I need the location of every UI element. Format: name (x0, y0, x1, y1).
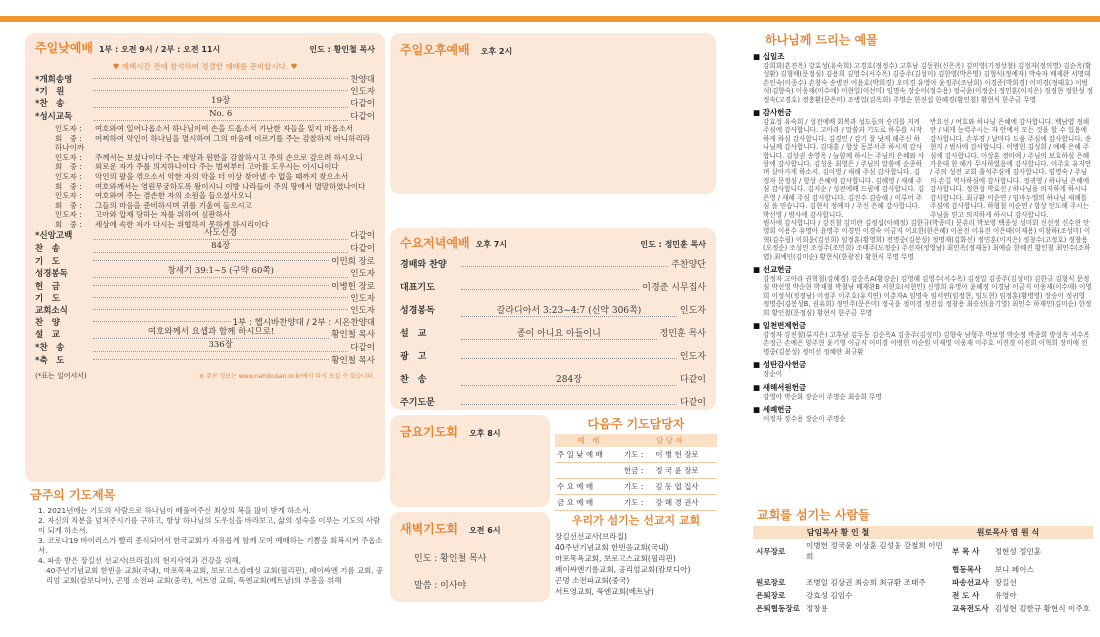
order-leader: 인도자 (350, 293, 375, 304)
next-week-row (555, 463, 717, 479)
order-leader: 이병헌 장로 (331, 281, 375, 292)
order-label: 찬 송 (35, 243, 60, 254)
order-content (93, 297, 348, 298)
prayer-item: 3. 코로나19 바이러스가 빨리 종식되어서 한국교회가 자유롭게 함께 모여 예배하는 기쁨을 회복시켜 주옵소서. (38, 536, 383, 555)
friday-card (390, 415, 550, 507)
reading-text: 여호와께서는 영원무궁하도록 왕이시니 이방 나라들이 주의 땅에서 멸망하였나이다 (95, 181, 366, 191)
dawn-word: 말씀 : 이사야 (414, 581, 467, 591)
order-label: 광 고 (400, 352, 427, 362)
staff-row (753, 539, 1093, 563)
order-leader: 다같이 (350, 342, 375, 353)
mission-church: 40주년기념교회 한빈음교회(국내) (555, 543, 669, 552)
reading-text: 주께서는 보셨나이다 주는 재앙과 원한을 감찰하시고 주의 손으로 갚으려 하시오니 (95, 152, 363, 162)
order-leader: 인도자 (350, 268, 375, 279)
sunday-service-card (25, 33, 385, 482)
prayer-item: 4. 파송 받은 장길선 선교사(브라질)의 현지사역과 건강을 위해, (38, 556, 241, 565)
reading-text: 고아와 압제 당하는 자를 위하여 심판하사 (95, 210, 231, 220)
order-leader: 주찬양단 (671, 260, 706, 270)
staff-row (753, 576, 1093, 589)
sunday-notice: ♥ 예배시간 전에 참석하여 정결한 예배를 준비합시다. ♥ (112, 62, 298, 71)
emeritus-pastor: 원로목사 염 원 식 (976, 528, 1040, 537)
afternoon-card (390, 33, 716, 194)
prayer-topics-title: 금주의 기도제목 (30, 488, 116, 502)
mission-offering-label: ■ 선교헌금 (753, 264, 792, 274)
order-item (400, 372, 706, 395)
missions-list (555, 531, 717, 597)
mission-church: 서트영교회, 푹엔교회(베트남) (555, 587, 654, 596)
reading-line (35, 153, 375, 163)
staff-role: 시무장로 (756, 546, 786, 556)
reading-speaker: 회 중 : (55, 219, 82, 229)
reading-line (35, 124, 375, 134)
order-label: 기 도 (35, 293, 60, 304)
order-item (35, 339, 375, 355)
missions-title: 우리가 섬기는 선교지 교회 (571, 514, 701, 527)
reading-line (35, 172, 375, 182)
staff-names-2: 장길선 (994, 578, 1017, 587)
order-leader: 다같이 (350, 99, 375, 109)
service-name: 수 요 예 배 (557, 482, 594, 491)
staff-role: 은퇴협동장로 (756, 604, 801, 613)
order-leader: 다같이 (350, 112, 375, 122)
order-label: *기 원 (35, 87, 65, 97)
reading-speaker: 회 중 : (55, 162, 82, 172)
order-label: 설 교 (35, 329, 60, 340)
reading-speaker: 인도자 : (55, 124, 82, 133)
reading-line (35, 134, 375, 153)
staff-names: 강효성 김임수 (806, 591, 853, 600)
next-week-row (555, 495, 717, 511)
reading-text: 세상에 속한 자가 다시는 위협하지 못하게 하시리이다 (95, 219, 269, 229)
reading-speaker: 인도자 : (55, 191, 82, 201)
sunday-service-leader: 인도 : 황인철 목사 (309, 45, 375, 54)
prayer-item: 2. 자신의 직분을 넘쳐주시기를 구하고, 항상 하나님의 도우심을 바라보고, 삶의 성숙을 이루는 기도의 사람이 되게 하소서. (38, 516, 381, 535)
order-item (400, 303, 706, 326)
order-leader: 찬양대 (350, 75, 375, 85)
reading-speaker: 회 중 : (55, 200, 82, 210)
duty-role: 기도 : (623, 450, 644, 459)
building-offering-label: ■ 성탄감사헌금 (753, 360, 807, 370)
duty-role: 기도 : (623, 482, 644, 491)
order-content (93, 321, 231, 322)
staff-role-2: 전 도 사 (952, 591, 980, 600)
order-label: *찬 송 (35, 342, 65, 353)
order-leader: 이경준 시무집사 (642, 283, 706, 293)
next-week-row (555, 479, 717, 495)
order-leader: 황인철 목사 (331, 329, 375, 340)
staff-names-2: 김성현 김한규 황현식 이주호 (994, 604, 1090, 613)
order-label: 헌 금 (35, 281, 60, 292)
order-leader: 다같이 (679, 398, 706, 408)
order-content: 갈라디아서 3:23~4:7 (신약 306쪽) (461, 303, 677, 317)
next-week-table (555, 434, 717, 511)
reading-line (35, 191, 375, 201)
service-name: 금 요 예 배 (557, 498, 594, 507)
reading-speaker: 인도자 : (55, 210, 82, 220)
staff-names: 조병일 김상권 최승희 최규환 조태주 (806, 578, 926, 587)
duty-role: 기도 : (623, 498, 644, 507)
order-label: *성시교독 (35, 112, 73, 122)
staff-title: 교회를 섬기는 사람들 (757, 508, 870, 522)
wednesday-order-list (400, 257, 706, 418)
order-content (93, 90, 348, 91)
order-label: 교회소식 (35, 305, 68, 316)
staff-role-2: 협동목사 (952, 565, 982, 574)
afternoon-time: 오후 2시 (480, 47, 513, 56)
reading-text: 그들의 마음을 준비하시며 귀를 기울여 들으시고 (95, 200, 252, 210)
order-content (93, 78, 348, 79)
order-label: 찬 양 (35, 317, 60, 328)
relief-offering-list: 강정자 강진철(류지은) 고후남 김두동 김순옥A 김종주(김성미) 김향숙 남형주 박보영 박순정 박종회 방성옥 서수옥 손정근 손예은 양주현 윤기영 이금지 이미경 이병헌 이순원 이재영 이웅재 이주호 이진경 이진희 이혁희 장미애 전명중(김봉성) 정미선 정혜란 최규환 (763, 330, 1090, 356)
duty-person: 정 국 윤 장로 (655, 466, 699, 475)
staff-role: 원로장로 (756, 578, 786, 587)
order-label: *개회송영 (35, 75, 73, 85)
offerings-section (753, 31, 1093, 503)
order-label: 대표기도 (400, 283, 435, 293)
thanks-right: 반요선 / 여호와 하나님 은혜에 감사합니다. 백남엽 정해란 / 내게 능력주시는 자 안에서 모든 것을 할 수 있음에 감사합니다. 손부경 / 날마다 도움 주심에 감사합니다. 송현지 / 범사에 감사합니다. 이병헌 김성희 / 예배 은혜 주심에 감사합니다. 이상훈 정미애 / 주님의 보호하심 은혜 가운데 한 해가 무사하였음에 감사합니다. 이주호 유지연 / 주의 성전 교회 출석주심에 감사합니다. 임명숙 / 주님의 손길 역사하심에 감사합니다. 정귀영 / 하나님 은혜에 감사합니다. 정현성 박효선 / 하나님을 의지하게 하시니 감사합니다. 최규환 이순연 / 임마누엘의 하나님 새해를 주심에 감사합니다. 하형철 이순연 / 항상 인도해 주시는 주님을 믿고 의지하게 하시니 감사합니다. (930, 118, 1092, 219)
dawn-card (390, 512, 550, 602)
order-item (35, 305, 375, 317)
offerings-title: 하나님께 드리는 예물 (765, 33, 878, 47)
staff-names (803, 563, 949, 576)
order-item (35, 355, 375, 367)
senior-pastor: 담임목사 황 인 철 (806, 528, 870, 537)
order-content (93, 285, 329, 286)
mission-church: 곤명 소전파교회(중국) (555, 576, 630, 585)
order-content: 창세기 39:1~5 (구약 60쪽) (93, 265, 348, 278)
order-label: 설 교 (400, 329, 427, 339)
prayer-item: 1. 2021년에는 기도의 사람으로 하나님이 베풀어주신 최상의 복을 많이 받게 하소서. (38, 506, 312, 515)
col-person: 담 당 자 (656, 436, 683, 445)
mission-church: 장길선선교사(브라질) (555, 532, 627, 541)
order-leader: 황인철 목사 (331, 355, 375, 366)
thanks-label: ■ 감사헌금 (753, 108, 792, 118)
friday-title: 금요기도회 (400, 425, 458, 439)
top-accent-bar (0, 0, 1100, 22)
staff-role-2: 부 목 사 (952, 546, 980, 556)
prayer-topics-list (30, 506, 385, 586)
thanks-left: 강효성 유숙희 / 성전에배 회복과 성도들의 승리를 지켜주심에 감사합니다. 고아라 / 말씀과 기도로 하루를 시작하게 하심 감사합니다. 김경민 / 감기 잘 낫게 해주신 하나님께 감사합니다. 김대흥 / 항상 동분서주 하시게 감사합니다. 김상권 송영옥 / 늘함께 하시는 주님의 은혜와 사랑에 감사합니다. 김성웅 최영은 / 주님의 말씀에 순종하며 살아가게 하소서. 김이영 / 새해 주심 감사합니다. 김정자 문정심 / 항상 은혜에 감사합니다. 김혜영 / 새해 주심 감사합니다. 김지순 / 성전에배 드림에 감사합니다. 김은영 / 새해 주심 감사합니다. 김진수 김승혜 / 이루어 주심 을 믿습니다. 김현식 정예자 / 주신 은혜 감사합니다. 박선영 / 범사에 감사합니다. (763, 118, 925, 219)
staff-names-2: 유영아 (994, 591, 1017, 600)
reading-text: 여호와여 일어나옵소서 하나님이여 손을 드옵소서 가난한 자들을 잊지 마옵소서 (95, 124, 354, 133)
reading-line (35, 210, 375, 220)
web-note: ※ 주보 정보는 www.nambusan.or.kr에서 다시 보실 수 있습니다. (199, 372, 375, 380)
order-label: *찬 송 (35, 99, 65, 109)
reading-text: 악인의 팔을 꺾으소서 악한 자의 악을 더 이상 찾아낼 수 없을 때까지 찾으소서 (95, 171, 349, 181)
order-content: No. 6 (93, 108, 348, 121)
staff-row (753, 589, 1093, 602)
order-leader: 다같이 (350, 243, 375, 254)
col-service: 예 배 (577, 436, 600, 445)
order-leader: 인도자 (350, 87, 375, 97)
order-content: 284장 (461, 372, 677, 386)
order-label: 경배와 찬양 (400, 260, 447, 270)
service-name (555, 463, 622, 479)
order-label: 성경봉독 (400, 306, 435, 316)
next-week-row (555, 447, 717, 463)
order-item (35, 74, 375, 86)
staff-names: 이병헌 정국윤 이상훈 김성웅 강철희 이민희 (806, 541, 943, 561)
duty-person: 김 동 엽 집사 (655, 482, 699, 491)
order-content (93, 309, 348, 310)
order-item (400, 326, 706, 349)
order-label: 기 도 (35, 256, 60, 267)
dawn-time: 오전 6시 (469, 526, 501, 535)
staff-row (753, 602, 1093, 615)
order-label: 성경봉독 (35, 268, 68, 279)
staff-names-2: 보니 페이스 (994, 565, 1034, 574)
order-leader: 인도자 (350, 305, 375, 316)
reading-text: 여호와여 주는 겸손한 자의 소원을 들으셨사오니 (95, 191, 252, 201)
order-leader: 인도자 (679, 352, 706, 362)
order-item (35, 281, 375, 293)
reading-line (35, 201, 375, 211)
thanks-general: 범사에 감사합니다 / 강진철 김미란 김정섭(이혜정) 김한규(박종미) 문쥬리 박보영 백종성 성미회 신선정 신수현 안영희 이용수 유명아 윤명주 이경민 이경숙 이금지 이요한(한은혜) 이용진 이유진 이은태(이재용) 이창하(조성미) 이혁(김수림) 이희윤(김선희) 임정훈(황영희) 전명중(김봉성) 정명재(김화선) 정민훈(이지은) 정창수(고정호) 정창용(오정순) 조성민 조성주(조민희) 조태주(도정순) 주선자(정영남) 최민옥(정재동) 최예슬 한혜진 황인철 최민수(조하엽) 최예인(김미순) 황현식(한광진) 황현식 무명 무명 (763, 218, 1091, 261)
staff-role: 은퇴장로 (756, 591, 786, 600)
order-content: 336장 (93, 339, 348, 352)
order-leader: 다같이 (350, 230, 375, 241)
responsive-reading (35, 124, 375, 230)
order-item (35, 240, 375, 256)
reading-speaker: 회 중 : (55, 181, 82, 191)
order-content (461, 289, 639, 290)
sunday-service-title: 주일낮예배 (35, 41, 93, 55)
next-week-title: 다음주 기도담당자 (587, 417, 685, 431)
wednesday-card (390, 228, 716, 410)
duty-person: 이 병 헌 장로 (655, 450, 699, 459)
reading-line (35, 182, 375, 192)
order-content: 여호와께서 요셉과 함께 하시므로! (93, 326, 329, 339)
wednesday-title: 수요저녁예배 (400, 236, 470, 250)
order-label: *축 도 (35, 355, 65, 366)
sunday-order-list-2 (35, 227, 375, 367)
order-content: 종이 아니요 아들이니 (461, 326, 657, 340)
etc-offering-label: ■ 세례헌금 (753, 405, 792, 414)
order-leader: 다같이 (679, 375, 706, 385)
order-leader: 인도자 (679, 306, 706, 316)
sunday-order-list-1 (35, 74, 375, 124)
order-content: 84장 (93, 240, 348, 253)
friday-time: 오후 8시 (469, 429, 501, 438)
reading-text: 어찌하여 악인이 하나님을 멸시하여 그의 마음에 이르기를 주는 감찰하지 아니하리라 하나이까 (55, 133, 371, 153)
order-label: 찬 송 (400, 375, 427, 385)
order-content (461, 358, 677, 359)
order-leader: 정민훈 목사 (659, 329, 706, 339)
order-content: 19장 (93, 95, 348, 108)
staff-section (753, 506, 1093, 615)
mission-church: 페이싸엔기름교회, 공리엄교회(캄보디아) (555, 565, 691, 574)
order-content: 사도신경 (93, 227, 348, 240)
order-item (400, 349, 706, 372)
order-content (461, 404, 677, 405)
order-item (400, 280, 706, 303)
wednesday-leader: 인도 : 정민훈 목사 (640, 240, 706, 249)
staff-role (753, 563, 803, 576)
order-item (35, 265, 375, 281)
next-week-section (555, 415, 717, 511)
tithe-label: ■ 십일조 (753, 52, 785, 61)
order-content (93, 359, 329, 360)
order-label: *신앙고백 (35, 230, 73, 241)
afternoon-title: 주일오후예배 (400, 43, 470, 57)
reading-line (35, 162, 375, 172)
sunday-service-times: 1부 : 오전 9시 / 2부 : 오전 11시 (98, 45, 221, 54)
dawn-title: 새벽기도회 (400, 522, 458, 536)
staff-names: 정창용 (806, 604, 829, 613)
mission-offering-list: 강정자 고아라 권혁철(강혜경) 김순옥A(황강순) 김영혜 김영수(서수옥) 김정일 김종주(김성미) 김한규 김형식 문정심 박선영 박순현 박재철 박철남 배재완B 서현호(서현민) 신영희 유명아 윤혜정 이경남 이금지 이웅재(이수애) 이영희 이정석(정정남) 이정주 이주호(유지연) 이춘자A 임명숙 임서연(임정현, 임도현) 임정훈(황명영) 장승이 정귀영 정명중(김봉성B, 권유희) 정민주(문은미) 정국윤 정미경 정진섭 정창용 최승선(윤기영) 최민수 하재민(김미순) 한정희 황인철(문정심) 황현식 한주금 무명 (763, 274, 1092, 317)
service-name: 주 일 낮 예 배 (557, 450, 603, 459)
order-item (35, 293, 375, 305)
order-content (93, 260, 329, 261)
reading-speaker: 인도자 : (55, 171, 82, 181)
relief-offering-label: ■ 일천번제헌금 (753, 320, 807, 330)
order-leader: 1부 : 헵시바찬양대 / 2부 : 시온찬양대 (232, 317, 375, 328)
staff-row (753, 563, 1093, 576)
reading-text: 외로운 자가 주를 의지하나이다 주는 벌써부터 고아를 도우시는 이시니이다 (95, 162, 339, 172)
standing-note: (*표는 일어서서) (35, 371, 87, 380)
order-leader: 이민희 장로 (331, 256, 375, 267)
dawn-leader: 인도 : 황인철 목사 (414, 554, 487, 564)
reading-speaker: 인도자 : (55, 152, 82, 162)
etc-offering-list: 이정자 장수용 장순이 주명순 (763, 415, 846, 423)
duty-role: 헌금 : (623, 466, 644, 475)
missions-section (555, 512, 717, 597)
order-item (400, 257, 706, 280)
order-label: 주기도문 (400, 398, 435, 408)
newyear-offering-list: 강영아 박순화 장순이 주명순 최승희 무명 (763, 392, 882, 401)
order-content (461, 266, 668, 267)
duty-person: 강 혜 경 권사 (655, 498, 699, 507)
newyear-offering-label: ■ 새해서원헌금 (753, 382, 807, 392)
prayer-item: 40주년기념교회 한빈음 교회(국내), 마포목욕교회, 보로고스캄레싱 교회(필리핀), 페이싸엔 기름 교회, 공리엄 교회(캄보디아), 곤명 소전파 교회(중국), 서트영 교회, 푹엔교회(베트남)의 부흥을 위해 (46, 566, 384, 585)
staff-table (753, 539, 1093, 615)
wednesday-time: 오후 7시 (475, 240, 508, 249)
order-item (35, 111, 375, 124)
staff-role-2: 파송선교사 (952, 578, 989, 587)
prayer-topics-section (30, 486, 385, 586)
tithe-list: 강희희(흔진옥) 강효성(유숙희) 고경호(정정수) 고후남 김동원(신은옥) 김미영(기정상철) 김정자(정의명) 김순옥(황성환) 김형배(문정심) 김용희 김영수(서수옥) 김중주(김성미) 김한영(박은영) 김형식(정예자) 박숙자 배재완 서명대 손인숙(이종수) 손창숙 송병진 어윤호(박희경) 오미경 유영아 윤정주(조남희) 이경준(박희경) 이미경(정태호) 이범석(김향숙) 이웅재(이수애) 이현일(이선미) 임명숙 장순이(정수용) 정국윤(이정순) 정민훈(이지은) 정정현 정한성 정정숙(고경호) 정충환(문은미) 조병업(김옥희) 주명순 한진섭 한혜경(황인철) 황현식 한주금 무명 (763, 62, 1093, 104)
reading-speaker: 회 중 : (55, 133, 82, 143)
staff-role-2: 교육전도사 (952, 604, 989, 613)
building-offering-list: 장순이 (763, 370, 783, 379)
mission-church: 마포목욕교회, 보로고스교회(필리핀) (555, 554, 676, 563)
staff-names-2: 정현성 정민훈 (994, 546, 1042, 556)
